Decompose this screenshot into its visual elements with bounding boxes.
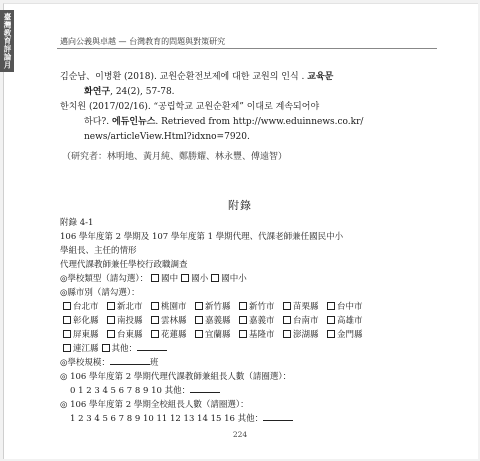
county-label: 台中市 [337,302,363,312]
checkbox[interactable] [239,302,247,310]
option-scale: 0 1 2 3 4 5 6 7 8 9 10 其他： [70,386,191,396]
county-label: 宜蘭縣 [205,330,231,340]
county-label: 花蓮縣 [161,330,187,340]
appendix-title: 附錄 [228,199,252,212]
total-count-question: ◎ 106 學年度第 2 學期全校組長人數（請圈選）： [60,400,249,410]
checkbox[interactable] [195,330,203,338]
county-label: 新北市 [117,302,143,312]
county-label: 台北市 [73,302,99,312]
checkbox[interactable] [283,316,291,324]
fill-in-blank[interactable] [263,412,293,421]
checkbox[interactable] [211,274,219,282]
checkbox[interactable] [151,330,159,338]
page-number: 224 [232,430,248,439]
county-label: 台南市 [293,316,319,326]
county-label: 嘉義市 [249,316,275,326]
checkbox[interactable] [327,330,335,338]
reference-text: , 24(2), 57-78. [110,87,175,97]
school-scale-question [60,356,440,370]
header-rule [57,48,437,49]
checkbox[interactable] [102,344,110,352]
reference-text: 한치원 (2017/02/16). “공립학교 교원순환제” 이대로 계속되어야 [60,102,320,112]
county-label: 基隆市 [249,330,275,340]
checkbox[interactable] [283,302,291,310]
county-question: ◎縣市別（請勾選）： [60,288,140,298]
county-label: 雲林縣 [161,316,187,326]
county-label: 澎湖縣 [293,330,319,340]
appendix-intro: 106 學年度第 2 學期及 107 學年度第 1 學期代理、代課老師兼任國民中小 [60,232,344,242]
reference-entry [60,100,440,145]
county-row [60,342,440,356]
county-label: 南投縣 [117,316,143,326]
question-label: ◎學校規模： [60,358,110,368]
fill-in-blank[interactable] [137,342,167,351]
checkbox[interactable] [107,302,115,310]
option-label: 國中小 [221,274,247,284]
county-label: 苗栗縣 [293,302,319,312]
checkbox[interactable] [63,344,71,352]
journal-title: 화연구 [84,87,111,97]
reference-entry [60,70,440,100]
question-label: ◎學校類型（請勾選）： [60,274,149,284]
county-label: 屏東縣 [73,330,99,340]
option-label: 國小 [191,274,209,284]
reference-text: . Retrieved from http://www.eduinnews.co.kr/ [155,117,364,127]
checkbox[interactable] [239,316,247,324]
reference-text: 하다?. [84,117,112,127]
school-type-question [60,272,440,286]
county-label: 新竹縣 [205,302,231,312]
checkbox[interactable] [327,316,335,324]
checkbox[interactable] [239,330,247,338]
county-row [60,328,440,342]
checkbox[interactable] [195,302,203,310]
source-title: 에듀인뉴스 [111,117,156,127]
reference-text: 김순남、이병환 (2018). 교원순환전보제에 대한 교원의 인식 . [60,72,308,82]
checkbox[interactable] [63,302,71,310]
substitute-count-options [60,384,440,398]
appendix-body [60,216,440,426]
side-section-tab: 臺灣教育評論月 [0,10,14,72]
checkbox[interactable] [327,302,335,310]
option-scale: 1 2 3 4 5 6 7 8 9 10 11 12 13 14 15 16 其他： [70,414,264,424]
appendix-label: 附錄 4-1 [60,218,94,228]
option-label: 國中 [161,274,179,284]
county-row [60,300,440,314]
county-label: 連江縣 [73,344,99,354]
other-label: 其他： [111,344,138,354]
checkbox[interactable] [63,316,71,324]
checkbox[interactable] [195,316,203,324]
checkbox[interactable] [151,302,159,310]
checkbox[interactable] [151,316,159,324]
county-label: 嘉義縣 [205,316,231,326]
county-label: 桃園市 [161,302,187,312]
checkbox[interactable] [181,274,189,282]
fill-in-blank[interactable] [110,356,150,365]
substitute-count-question: ◎ 106 學年度第 2 學期代理代課教師兼組長人數（請圈選）： [60,372,292,382]
unit-label: 班 [149,358,159,368]
county-row [60,314,440,328]
reference-url: news/articleView.Html?idxno=7920. [84,132,250,142]
checkbox[interactable] [63,330,71,338]
county-label: 高雄市 [337,316,363,326]
county-label: 台東縣 [117,330,143,340]
research-team-note: （研究者：林明地、黃月純、鄭勝耀、林永豐、傅遠智） [62,152,288,162]
running-head: 邁向公義與卓越 — 台灣教育的問題與對策研究 [60,37,226,46]
journal-title: 교육문 [307,72,334,82]
county-label: 彰化縣 [73,316,99,326]
survey-title: 代理代課教師兼任學校行政職調查 [60,260,188,270]
checkbox[interactable] [107,316,115,324]
checkbox[interactable] [283,330,291,338]
fill-in-blank[interactable] [190,384,220,393]
checkbox[interactable] [151,274,159,282]
appendix-intro: 學組長、主任的情形 [60,246,137,256]
total-count-options [60,412,440,426]
county-label: 金門縣 [337,330,363,340]
checkbox[interactable] [107,330,115,338]
county-label: 新竹市 [249,302,275,312]
